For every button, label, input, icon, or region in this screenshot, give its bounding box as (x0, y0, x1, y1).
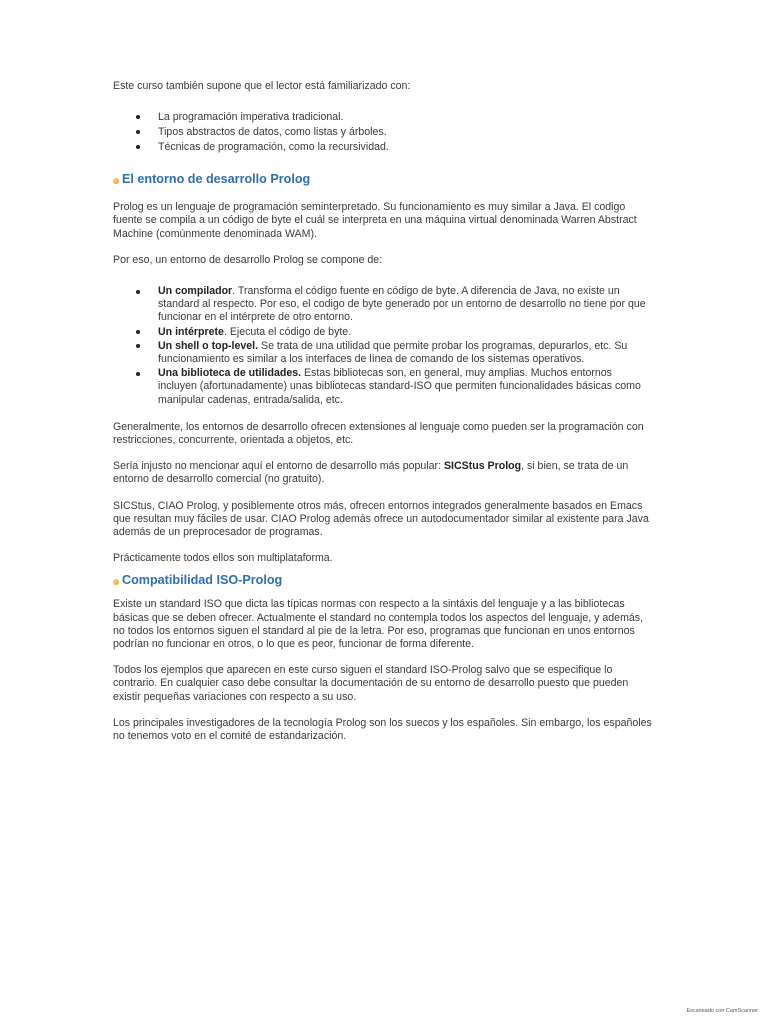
paragraph: Por eso, un entorno de desarrollo Prolog se compone de: (113, 253, 383, 266)
prereq-list (113, 110, 653, 155)
section-heading-text: Compatibilidad ISO-Prolog (122, 572, 283, 587)
paragraph: Generalmente, los entornos de desarrollo ofrecen extensiones al lenguaje como pueden ser la programación con restricciones, concurrente, orientada a objetos, etc. (113, 420, 644, 447)
paragraph: SICStus, CIAO Prolog, y posiblemente otros más, ofrecen entornos integrados generalmente basados en Emacs que resultan muy fáciles de usar. CIAO Prolog además ofrece un autodocumentador similar al existente para Java además de un preprocesador de programas. (113, 499, 649, 539)
components-list (113, 285, 653, 407)
term-desc: . Ejecuta el código de byte. (223, 325, 352, 338)
term: Un compilador (158, 285, 233, 298)
term: Una biblioteca de utilidades. (158, 367, 302, 380)
list-item (113, 367, 653, 407)
paragraph: Prácticamente todos ellos son multiplataforma. (113, 552, 333, 565)
document-page (113, 80, 653, 756)
section-heading-entorno (113, 170, 653, 188)
list-item: Técnicas de programación, como la recursividad. (113, 140, 653, 155)
list-item (113, 326, 653, 339)
paragraph: Sería injusto no mencionar aquí el entorno de desarrollo más popular: SICStus Prolog, si bien, se trata de un entorno de desarrollo comercial (no gratuito). (113, 460, 629, 486)
term-desc: Se trata de una utilidad que permite probar los programas, depurarlos, etc. Su funcionamiento es similar a los interfaces de línea de comando de los sistemas operativos. (158, 339, 628, 366)
section-heading-iso (113, 571, 653, 589)
list-item (113, 340, 653, 366)
paragraph: Los principales investigadores de la tecnología Prolog son los suecos y los españoles. Sin embargo, los españoles no tenemos voto en el comité de estandarización. (113, 716, 652, 743)
bullet-orange-icon (113, 178, 119, 184)
bullet-orange-icon (113, 579, 119, 585)
term: Un intérprete (158, 325, 224, 338)
paragraph: Prolog es un lenguaje de programación seminterpretado. Su funcionamiento es muy similar a Java. El codigo fuente se compila a un código de byte el cuál se interpreta en una máquina virtual denominada Warren Abstract Machine (comúnmente denominada WAM). (113, 201, 637, 240)
product-name: SICStus Prolog (443, 460, 522, 473)
list-item: Tipos abstractos de datos, como listas y árboles. (113, 125, 653, 140)
paragraph: Todos los ejemplos que aparecen en este curso siguen el standard ISO-Prolog salvo que se especifique lo contrario. En cualquier caso debe consultar la documentación de su entorno de desarrollo puesto que pueden existir pequeñas variaciones con respecto a su uso. (113, 664, 629, 703)
paragraph: Existe un standard ISO que dicta las típicas normas con respecto a la sintáxis del lenguaje y a las bibliotecas básicas que se deben ofrecer. Actualmente el standard no contempla todos los aspectos del lenguaje, y además, no todos los entornos siguen el standard al pie de la letra. Por eso, programas que funcionan en unos entornos podrían no funcionar en otros, o lo que es peor, funcionar de forma diferente. (113, 598, 644, 651)
term-desc: . Transforma el código fuente en código de byte. A diferencia de Java, no existe un standard al respecto. Por eso, el codigo de byte generado por un entorno de desarrollo no tiene por que funcionar en el intérprete de otro entorno. (158, 285, 646, 324)
term: Un shell o top-level. (158, 339, 259, 352)
scanner-watermark: Escaneado con CamScanner (686, 1008, 758, 1014)
intro-text: Este curso también supone que el lector está familiarizado con: (113, 80, 411, 92)
list-item (113, 285, 653, 325)
list-item: La programación imperativa tradicional. (113, 110, 653, 125)
section-heading-text: El entorno de desarrollo Prolog (122, 171, 311, 186)
term-desc: Estas bibliotecas son, en general, muy amplias. Muchos entornos incluyen (afortunadamente) unas bibliotecas standard-ISO que permiten funcionalidades básicas como manipular cadenas, entrada/salida, etc. (158, 367, 641, 406)
